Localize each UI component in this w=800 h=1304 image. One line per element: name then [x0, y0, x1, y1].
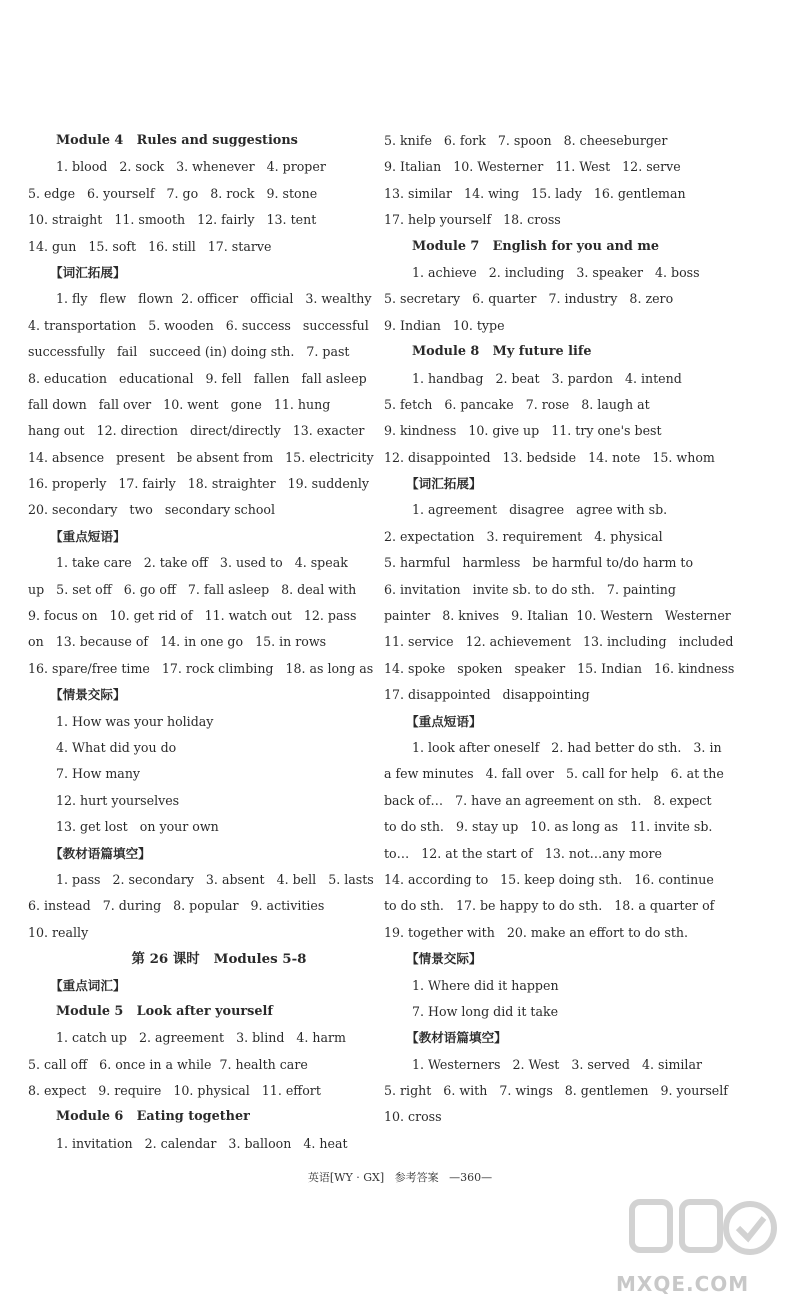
answer-line: 4. What did you do	[56, 739, 177, 755]
answer-line: 5. edge 6. yourself 7. go 8. rock 9. stone	[28, 185, 318, 201]
module-heading: Module 5 Look after yourself	[56, 1003, 273, 1019]
answer-line: 9. kindness 10. give up 11. try one's best	[384, 423, 662, 439]
answer-line: 17. help yourself 18. cross	[384, 212, 561, 228]
answer-line: 7. How many	[56, 766, 141, 782]
answer-line: 14. gun 15. soft 16. still 17. starve	[28, 238, 272, 254]
answer-line: 2. expectation 3. requirement 4. physical	[384, 528, 663, 544]
watermark-logo	[628, 1196, 778, 1260]
answer-line: 12. hurt yourselves	[56, 792, 180, 808]
answer-line: 14. spoke spoken speaker 15. Indian 16. kindness	[384, 660, 735, 676]
answer-line: 1. blood 2. sock 3. whenever 4. proper	[56, 159, 326, 175]
answer-line: 6. instead 7. during 8. popular 9. activities	[28, 898, 325, 914]
module-heading: Module 4 Rules and suggestions	[56, 133, 298, 148]
lesson-title: 第 26 课时 Modules 5-8	[131, 951, 307, 968]
answer-line: on 13. because of 14. in one go 15. in rows	[28, 634, 327, 650]
section-tag: 【情景交际】	[406, 951, 482, 967]
section-tag: 【情景交际】	[50, 687, 126, 703]
answer-line: 8. education educational 9. fell fallen fall asleep	[28, 370, 367, 386]
watermark	[610, 1196, 790, 1296]
answer-line: back of… 7. have an agreement on sth. 8. expect	[384, 792, 712, 808]
answer-line: 11. service 12. achievement 13. including included	[384, 634, 734, 650]
answer-line: 9. Italian 10. Westerner 11. West 12. serve	[384, 159, 681, 175]
answer-line: to… 12. at the start of 13. not…any more	[384, 845, 662, 861]
answer-line: 12. disappointed 13. bedside 14. note 15. whom	[384, 449, 715, 465]
answer-line: 13. get lost on your own	[56, 819, 219, 835]
section-tag: 【重点短语】	[50, 528, 126, 544]
answer-line: successfully fail succeed (in) doing sth. 7. past	[28, 344, 350, 360]
answer-line: 5. knife 6. fork 7. spoon 8. cheeseburger	[384, 133, 668, 148]
answer-line: painter 8. knives 9. Italian 10. Western Westerner	[384, 608, 731, 624]
watermark-text: MXQE.COM	[616, 1272, 750, 1296]
answer-line: a few minutes 4. fall over 5. call for help 6. at the	[384, 766, 724, 782]
section-tag: 【词汇拓展】	[50, 264, 126, 280]
answer-line: 1. fly flew flown 2. officer official 3. wealthy	[56, 291, 372, 307]
left-column	[28, 128, 390, 1157]
module-heading: Module 8 My future life	[412, 344, 592, 360]
answer-line: 5. fetch 6. pancake 7. rose 8. laugh at	[384, 396, 650, 412]
answer-line: 1. take care 2. take off 3. used to 4. speak	[56, 555, 348, 571]
section-tag: 【教材语篇填空】	[406, 1030, 507, 1046]
answer-line: 8. expect 9. require 10. physical 11. effort	[28, 1083, 321, 1099]
section-tag: 【教材语篇填空】	[50, 845, 151, 861]
answer-line: 13. similar 14. wing 15. lady 16. gentleman	[384, 185, 686, 201]
answer-line: 14. according to 15. keep doing sth. 16. continue	[384, 871, 714, 887]
module-heading: Module 7 English for you and me	[412, 238, 660, 254]
answer-line: 17. disappointed disappointing	[384, 687, 590, 703]
answer-line: 5. secretary 6. quarter 7. industry 8. zero	[384, 291, 674, 307]
answer-line: up 5. set off 6. go off 7. fall asleep 8. deal with	[28, 581, 357, 597]
answer-line: fall down fall over 10. went gone 11. hung	[28, 396, 331, 412]
answer-line: to do sth. 17. be happy to do sth. 18. a quarter of	[384, 898, 715, 914]
answer-line: 1. look after oneself 2. had better do sth. 3. in	[412, 739, 722, 755]
answer-line: 1. Where did it happen	[412, 977, 559, 993]
answer-line: 19. together with 20. make an effort to do sth.	[384, 924, 689, 940]
answer-line: 1. agreement disagree agree with sb.	[412, 502, 668, 518]
answer-line: 6. invitation invite sb. to do sth. 7. painting	[384, 581, 676, 597]
answer-line: 14. absence present be absent from 15. electricity	[28, 449, 374, 465]
answer-line: 5. call off 6. once in a while 7. health care	[28, 1056, 308, 1072]
answer-line: 10. cross	[384, 1109, 442, 1125]
answer-line: 7. How long did it take	[412, 1003, 559, 1019]
answer-line: hang out 12. direction direct/directly 13. exacter	[28, 423, 365, 439]
answer-line: 9. focus on 10. get rid of 11. watch out 12. pass	[28, 608, 357, 624]
answer-line: 1. How was your holiday	[56, 713, 214, 729]
section-tag: 【重点短语】	[406, 713, 482, 729]
answer-line: 9. Indian 10. type	[384, 317, 505, 333]
answer-line: 1. handbag 2. beat 3. pardon 4. intend	[412, 370, 682, 386]
answer-line: to do sth. 9. stay up 10. as long as 11. invite sb.	[384, 819, 713, 835]
section-tag: 【词汇拓展】	[406, 476, 482, 492]
section-tag: 【重点词汇】	[50, 977, 126, 993]
page-footer: 英语[WY · GX] 参考答案 —360—	[307, 1171, 493, 1184]
right-column	[384, 128, 746, 1131]
answer-line: 5. right 6. with 7. wings 8. gentlemen 9. yourself	[384, 1083, 728, 1099]
answer-line: 1. Westerners 2. West 3. served 4. similar	[412, 1056, 702, 1072]
answer-line: 16. spare/free time 17. rock climbing 18. as long as	[28, 660, 374, 676]
answer-line: 4. transportation 5. wooden 6. success successful	[28, 317, 369, 333]
answer-line: 20. secondary two secondary school	[28, 502, 276, 518]
answer-line: 1. pass 2. secondary 3. absent 4. bell 5. lasts	[56, 871, 374, 887]
answer-line: 10. straight 11. smooth 12. fairly 13. tent	[28, 212, 317, 228]
answer-line: 1. catch up 2. agreement 3. blind 4. harm	[56, 1030, 347, 1046]
answer-line: 16. properly 17. fairly 18. straighter 19. suddenly	[28, 476, 370, 492]
module-heading: Module 6 Eating together	[56, 1109, 250, 1125]
answer-line: 1. achieve 2. including 3. speaker 4. boss	[412, 264, 700, 280]
answer-line: 10. really	[28, 924, 89, 940]
answer-line: 1. invitation 2. calendar 3. balloon 4. heat	[56, 1135, 348, 1151]
answer-line: 5. harmful harmless be harmful to/do harm to	[384, 555, 694, 571]
